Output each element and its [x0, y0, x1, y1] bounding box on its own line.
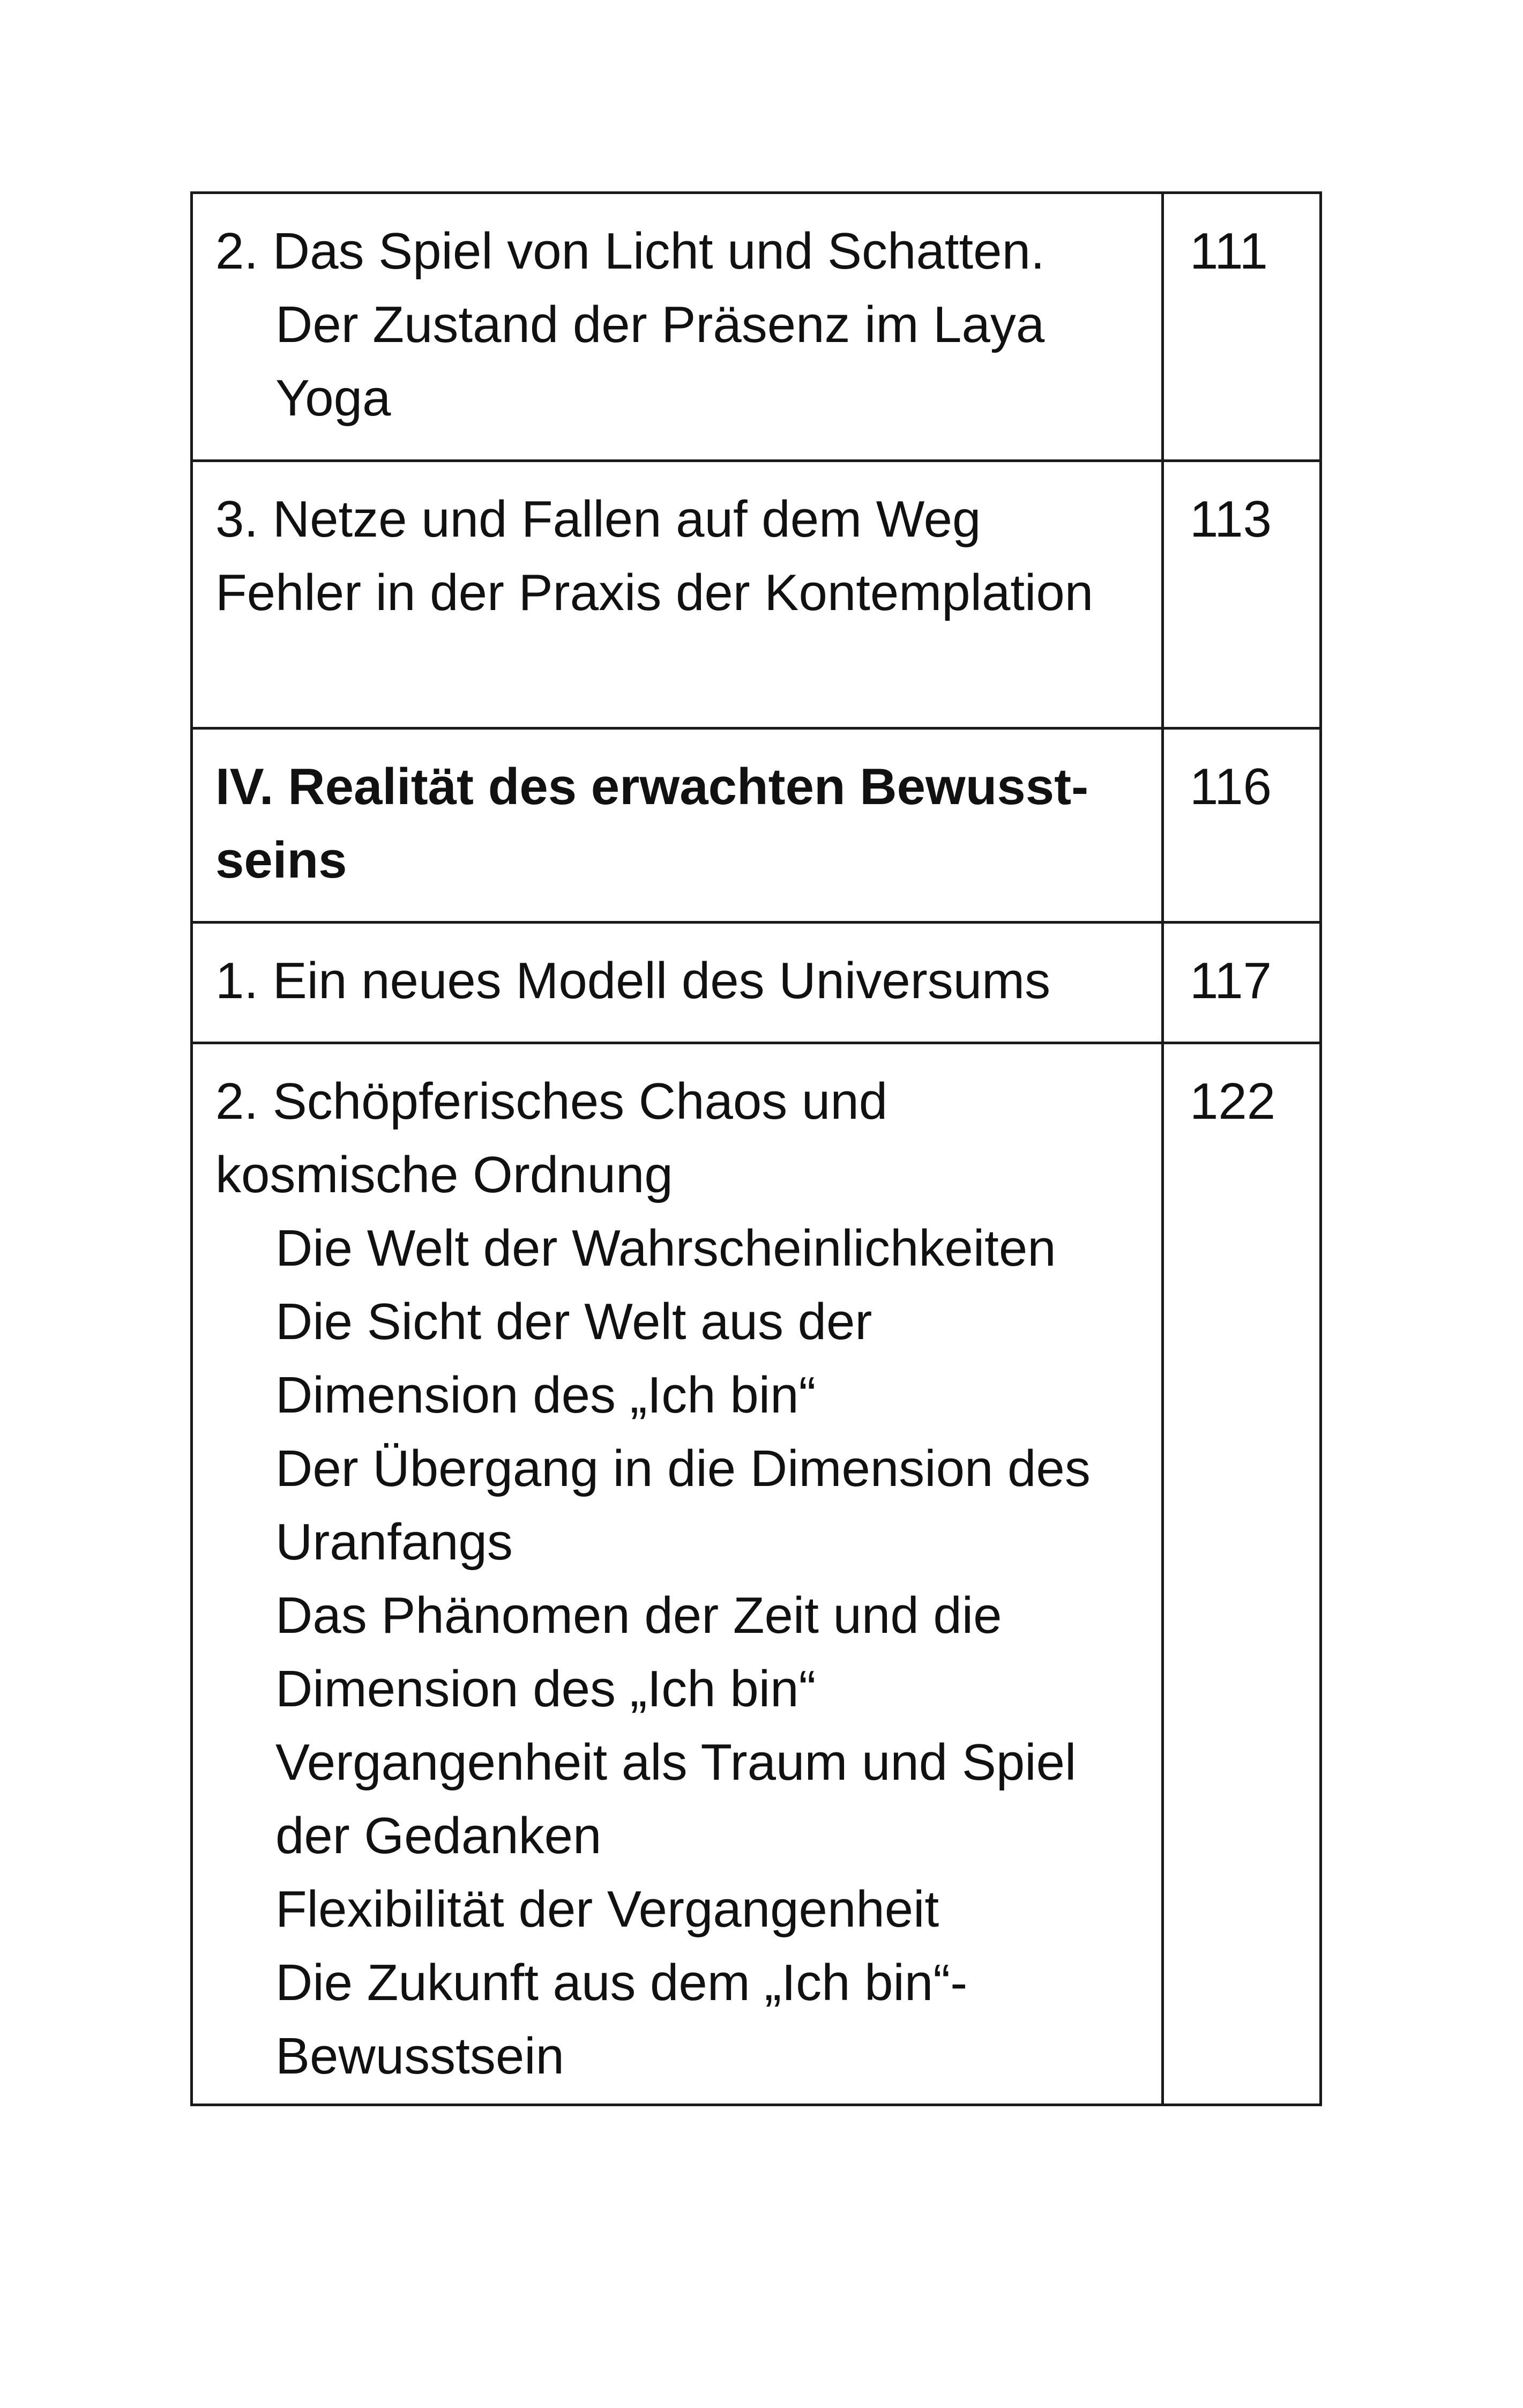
toc-page-number: 122	[1163, 1043, 1321, 2105]
toc-subline: Dimension des „Ich bin“	[275, 1366, 816, 1424]
toc-subline: Das Phänomen der Zeit und die	[275, 1587, 1002, 1644]
toc-entry-title	[192, 193, 1163, 461]
toc-subline: Uranfangs	[275, 1513, 513, 1571]
toc-subline: Vergangenheit als Traum und Spiel	[275, 1734, 1077, 1791]
toc-line: Yoga	[275, 369, 391, 427]
toc-line: Fehler in der Praxis der Kontemplation	[215, 564, 1094, 621]
toc-subline: Dimension des „Ich bin“	[275, 1660, 816, 1718]
toc-entry-title	[192, 461, 1163, 729]
toc-entry-title	[192, 1043, 1163, 2105]
toc-chapter-heading	[192, 729, 1163, 923]
toc-line: 2. Das Spiel von Licht und Schatten.	[215, 222, 1045, 280]
table-row	[192, 729, 1321, 923]
toc-subline: der Gedanken	[275, 1807, 602, 1864]
toc-line: 3. Netze und Fallen auf dem Weg	[215, 490, 981, 548]
toc-entry-title	[192, 923, 1163, 1043]
table-of-contents	[190, 191, 1322, 2106]
table-row	[192, 461, 1321, 729]
toc-line: 2. Schöpferisches Chaos und	[215, 1073, 888, 1130]
toc-line: 1. Ein neues Modell des Universums	[215, 952, 1051, 1009]
toc-page-number: 117	[1163, 923, 1321, 1043]
toc-subline: Die Welt der Wahrscheinlichkeiten	[275, 1220, 1056, 1277]
toc-subline: Die Sicht der Welt aus der	[275, 1293, 872, 1350]
toc-line: kosmische Ordnung	[215, 1146, 673, 1203]
toc-page-number: 116	[1163, 729, 1321, 923]
toc-page-number: 113	[1163, 461, 1321, 729]
toc-line: Der Zustand der Präsenz im Laya	[275, 296, 1045, 353]
toc-line: seins	[215, 831, 347, 889]
toc-subline: Flexibilität der Vergangenheit	[275, 1881, 939, 1938]
toc-line: IV. Realität des erwachten Bewusst-	[215, 758, 1089, 815]
toc-subline: Der Übergang in die Dimension des	[275, 1440, 1091, 1497]
toc-subline: Bewusstsein	[275, 2027, 564, 2085]
table-row	[192, 923, 1321, 1043]
table-row	[192, 193, 1321, 461]
toc-page-number: 111	[1163, 193, 1321, 461]
toc-subline: Die Zukunft aus dem „Ich bin“-	[275, 1954, 968, 2011]
table-row	[192, 1043, 1321, 2105]
